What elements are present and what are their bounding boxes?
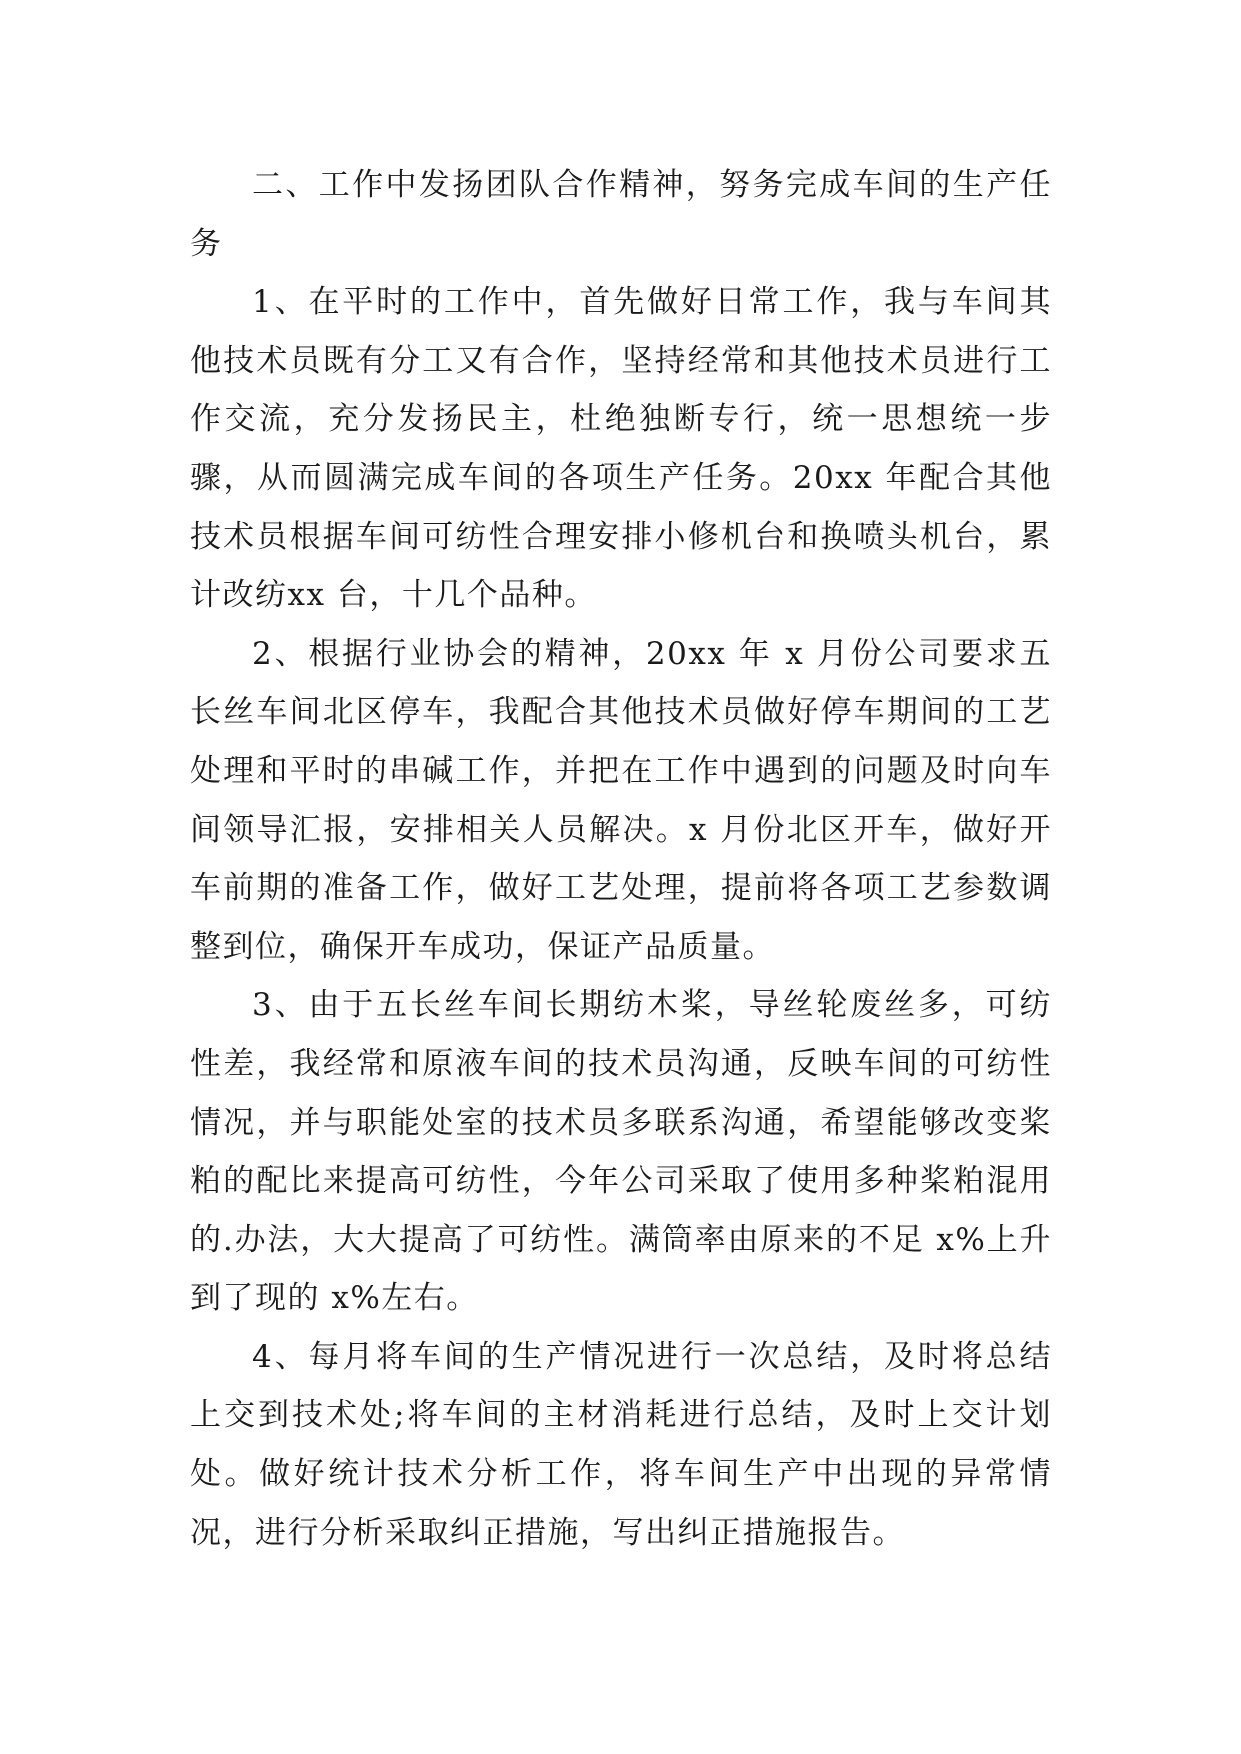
paragraph-3: 3、由于五长丝车间长期纺木桨，导丝轮废丝多，可纺性差，我经常和原液车间的技术员沟通，反映车间的可纺性情况，并与职能处室的技术员多联系沟通，希望能够改变桨粕的配比来提高可纺性，今年公司采取了使用多种桨粕混用的.办法，大大提高了可纺性。满筒率由原来的不足 x%上升到了现的 x%左右。 (190, 987, 1052, 1317)
paragraph-1: 1、在平时的工作中，首先做好日常工作，我与车间其他技术员既有分工又有合作，坚持经常和其他技术员进行工作交流，充分发扬民主，杜绝独断专行，统一思想统一步骤，从而圆满完成车间的各项生产任务。20xx 年配合其他技术员根据车间可纺性合理安排小修机台和换喷头机台，累计改纺xx 台，十几个品种。 (190, 284, 1052, 614)
paragraph-4: 4、每月将车间的生产情况进行一次总结，及时将总结上交到技术处;将车间的主材消耗进行总结，及时上交计划处。做好统计技术分析工作，将车间生产中出现的异常情况，进行分析采取纠正措施，写出纠正措施报告。 (190, 1338, 1052, 1551)
section-heading: 二、工作中发扬团队合作精神，努务完成车间的生产任务 (190, 167, 1052, 262)
paragraph-2: 2、根据行业协会的精神，20xx 年 x 月份公司要求五长丝车间北区停车，我配合其他技术员做好停车期间的工艺处理和平时的串碱工作，并把在工作中遇到的问题及时向车间领导汇报，安排相关人员解决。x 月份北区开车，做好开车前期的准备工作，做好工艺处理，提前将各项工艺参数调整到位，确保开车成功，保证产品质量。 (190, 635, 1052, 965)
document-body (190, 156, 1052, 1562)
